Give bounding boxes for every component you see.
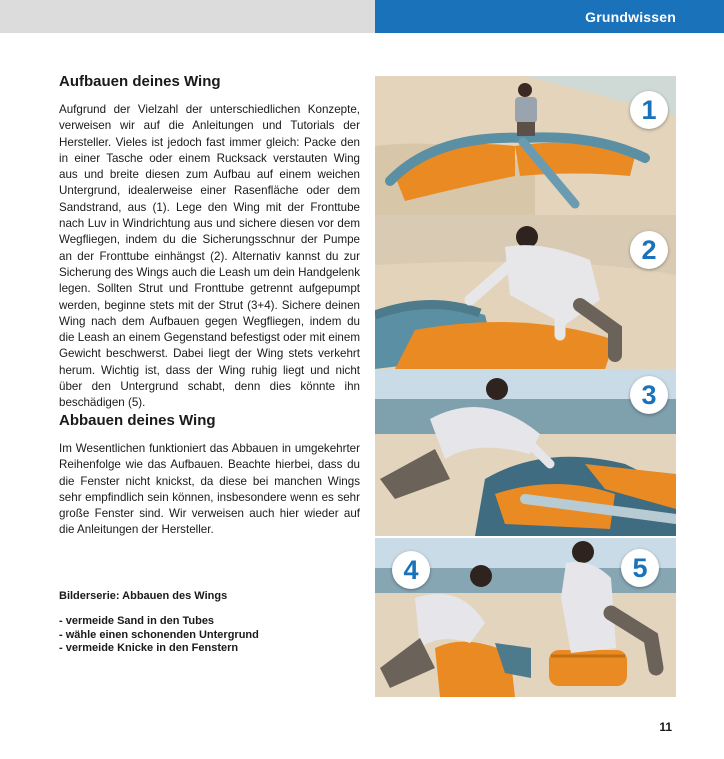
teardown-text: Im Wesentlichen funktioniert das Abbauen in umgekehrter Reihenfolge wie das Aufbauen. Beachte hierbei, dass du die Fenster nicht knickst, da diese bei manchen Wings sehr empfindlich sein können, insbesondere wenn es sehr große Fenster sind. Wir verweisen auch hier wieder auf die Anleitungen der Hersteller.	[59, 442, 360, 537]
caption-item: - vermeide Sand in den Tubes	[59, 615, 215, 627]
heading-teardown: Abbauen deines Wing	[59, 412, 216, 429]
setup-text: Aufgrund der Vielzahl der unterschiedlichen Konzepte, verweisen wir auf die Anleitungen und Tutorials der Hersteller. Vieles ist jedoch fast immer gleich: Packe den in einer Tasche oder einem Rucksack verstauten Wing aus und breite diesen zum Aufbau auf einem weichen Untergrund, idealerweise einer Rasenfläche oder dem Sandstrand, aus (1). Lege den Wing mit der Fronttube nach Luv in Windrichtung aus und sichere diesen vor dem Wegfliegen, indem du die Sicherungsschnur der Pumpe an der Fronttube einhängst (2). Alternativ kannst du zur Sicherung des Wings auch die Leash um dein Handgelenk legen. Sollten Strut und Fronttube getrennt aufgepumpt werden, beginne stets mit der Strut (3+4). Sichere deinen Wing nach dem Aufbauen gegen Wegfliegen, indem du die Leash an einem Gegenstand befestigst oder mit einem Gewicht beschwerst. Dabei liegt der Wing stets verkehrt herum. Wichtig ist, dass der Wing ruhig liegt und nicht über den Untergrund schabt, denn dies könnte ihn beschädigen (5).	[59, 103, 360, 410]
photo-5	[531, 538, 676, 697]
photo-3	[375, 369, 676, 536]
caption-list	[59, 615, 259, 656]
section-title: Grundwissen	[585, 9, 676, 25]
caption-item: - vermeide Knicke in den Fenstern	[59, 642, 239, 654]
caption-item: - wähle einen schonenden Untergrund	[59, 628, 259, 641]
page-number: 11	[659, 720, 672, 734]
photo-2	[375, 215, 676, 369]
step-badge: 1	[630, 91, 668, 129]
step-badge: 3	[630, 376, 668, 414]
header-bar-right	[375, 0, 724, 33]
step-badge: 2	[630, 231, 668, 269]
step-badge: 5	[621, 549, 659, 587]
caption-title: Bilderserie: Abbauen des Wings	[59, 590, 228, 602]
heading-setup: Aufbauen deines Wing	[59, 73, 221, 90]
photo-1	[375, 76, 676, 215]
photo-caption	[59, 590, 259, 656]
photo-4	[375, 538, 531, 697]
step-badge: 4	[392, 551, 430, 589]
header-bar-left	[0, 0, 375, 33]
